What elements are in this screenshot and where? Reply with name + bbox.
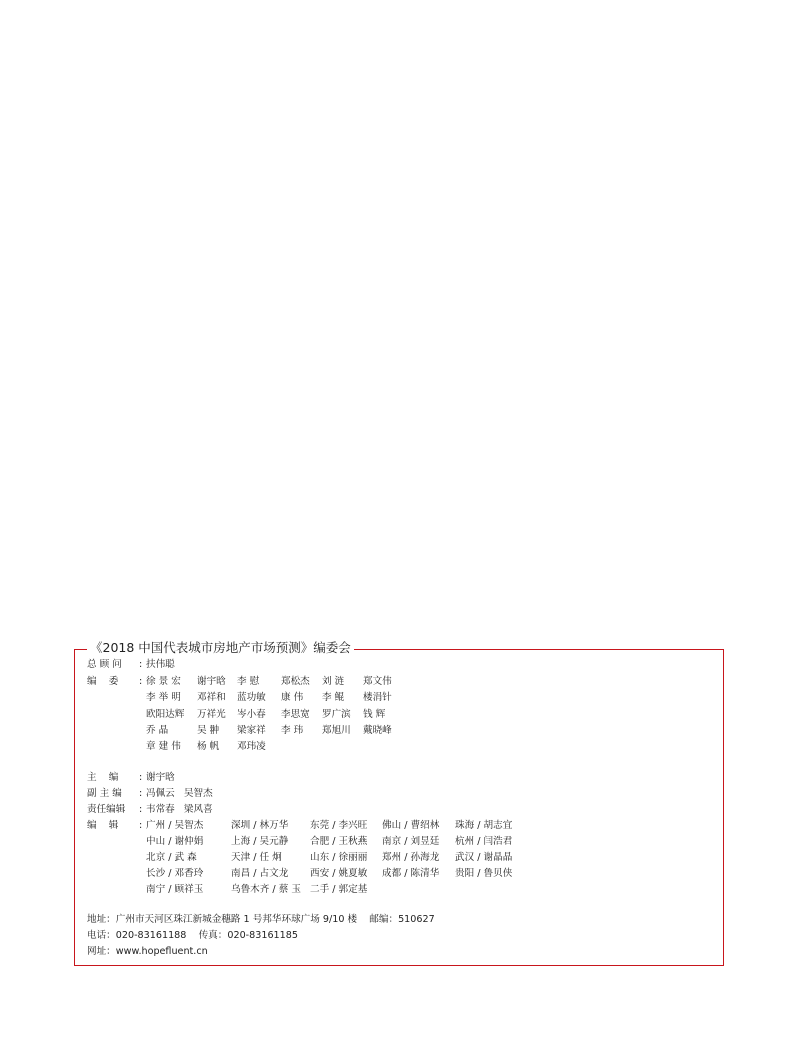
deputy-editor-label: 副 主 编 [87,788,122,799]
city-editor: 南宁 / 顾祥玉 [146,884,204,895]
city-editor: 长沙 / 邓香玲 [146,868,204,879]
city-editor: 南京 / 刘昱廷 [382,836,440,847]
city-editor: 山东 / 徐丽丽 [310,852,368,863]
committee-member: 刘 涟 [322,676,345,687]
committee-member: 乔 晶 [146,725,169,736]
city-editor: 贵阳 / 鲁贝侠 [455,868,513,879]
committee-label: 编 委 [87,676,119,687]
colon: : [139,772,143,783]
city-editor: 东莞 / 李兴旺 [310,820,368,831]
committee-member: 吴 翀 [197,725,220,736]
city-editor: 二手 / 郭定基 [310,884,368,895]
city-editor: 珠海 / 胡志宜 [455,820,513,831]
city-editor: 天津 / 任 炯 [231,852,282,863]
colon: : [139,820,143,831]
committee-member: 杨 帆 [197,741,220,752]
contact-phone: 电话：020-83161188 传真：020-83161185 [87,930,298,941]
editors-label: 编 辑 [87,820,119,831]
city-editor: 成都 / 陈清华 [382,868,440,879]
responsible-editor-names: 韦常春 梁风喜 [146,804,213,815]
city-editor: 北京 / 武 森 [146,852,197,863]
chief-editor-label: 主 编 [87,772,119,783]
city-editor: 佛山 / 曹绍林 [382,820,440,831]
city-editor: 乌鲁木齐 / 蔡 玉 [231,884,301,895]
committee-member: 章 建 伟 [146,741,181,752]
colon: : [139,804,143,815]
colon: : [139,676,143,687]
committee-member: 郑旭川 [322,725,351,736]
consultant-label: 总 顾 问 [87,659,122,670]
contact-website[interactable]: 网址：www.hopefluent.cn [87,946,208,957]
committee-member: 戴晓峰 [363,725,392,736]
committee-member: 梁家祥 [237,725,266,736]
city-editor: 郑州 / 孙海龙 [382,852,440,863]
committee-member: 万祥光 [197,709,226,720]
colon: : [139,788,143,799]
committee-member: 李 鲲 [322,692,345,703]
city-editor: 上海 / 吴元静 [231,836,289,847]
committee-member: 邓玮凌 [237,741,266,752]
committee-member: 罗广滨 [322,709,351,720]
committee-member: 郑文伟 [363,676,392,687]
committee-member: 欧阳达辉 [146,709,185,720]
committee-member: 康 伟 [281,692,304,703]
committee-member: 谢宇晗 [197,676,226,687]
committee-member: 李 玮 [281,725,304,736]
colon: : [139,659,143,670]
city-editor: 中山 / 谢仲娟 [146,836,204,847]
city-editor: 合肥 / 王秋燕 [310,836,368,847]
committee-member: 李 举 明 [146,692,181,703]
committee-member: 蓝功敏 [237,692,266,703]
city-editor: 深圳 / 林万华 [231,820,289,831]
responsible-editor-label: 责任编辑 [87,804,126,815]
committee-member: 钱 辉 [363,709,386,720]
deputy-editor-names: 冯佩云 吴智杰 [146,788,213,799]
city-editor: 广州 / 吴智杰 [146,820,204,831]
consultant-name: 扶伟聪 [146,659,175,670]
city-editor: 南昌 / 占文龙 [231,868,289,879]
committee-member: 郑松杰 [281,676,310,687]
committee-member: 徐 景 宏 [146,676,181,687]
city-editor: 西安 / 姚夏敏 [310,868,368,879]
city-editor: 武汉 / 谢晶晶 [455,852,513,863]
committee-member: 楼涓针 [363,692,392,703]
committee-member: 李 慰 [237,676,260,687]
committee-member: 岑小春 [237,709,266,720]
committee-member: 邓祥和 [197,692,226,703]
chief-editor-name: 谢宇晗 [146,772,175,783]
editorial-board-title: 《2018 中国代表城市房地产市场预测》编委会 [87,640,354,656]
contact-address: 地址：广州市天河区珠江新城金穗路 1 号邦华环球广场 9/10 楼 邮编：510627 [87,914,435,925]
city-editor: 杭州 / 闫浩君 [455,836,513,847]
committee-member: 李思宽 [281,709,310,720]
